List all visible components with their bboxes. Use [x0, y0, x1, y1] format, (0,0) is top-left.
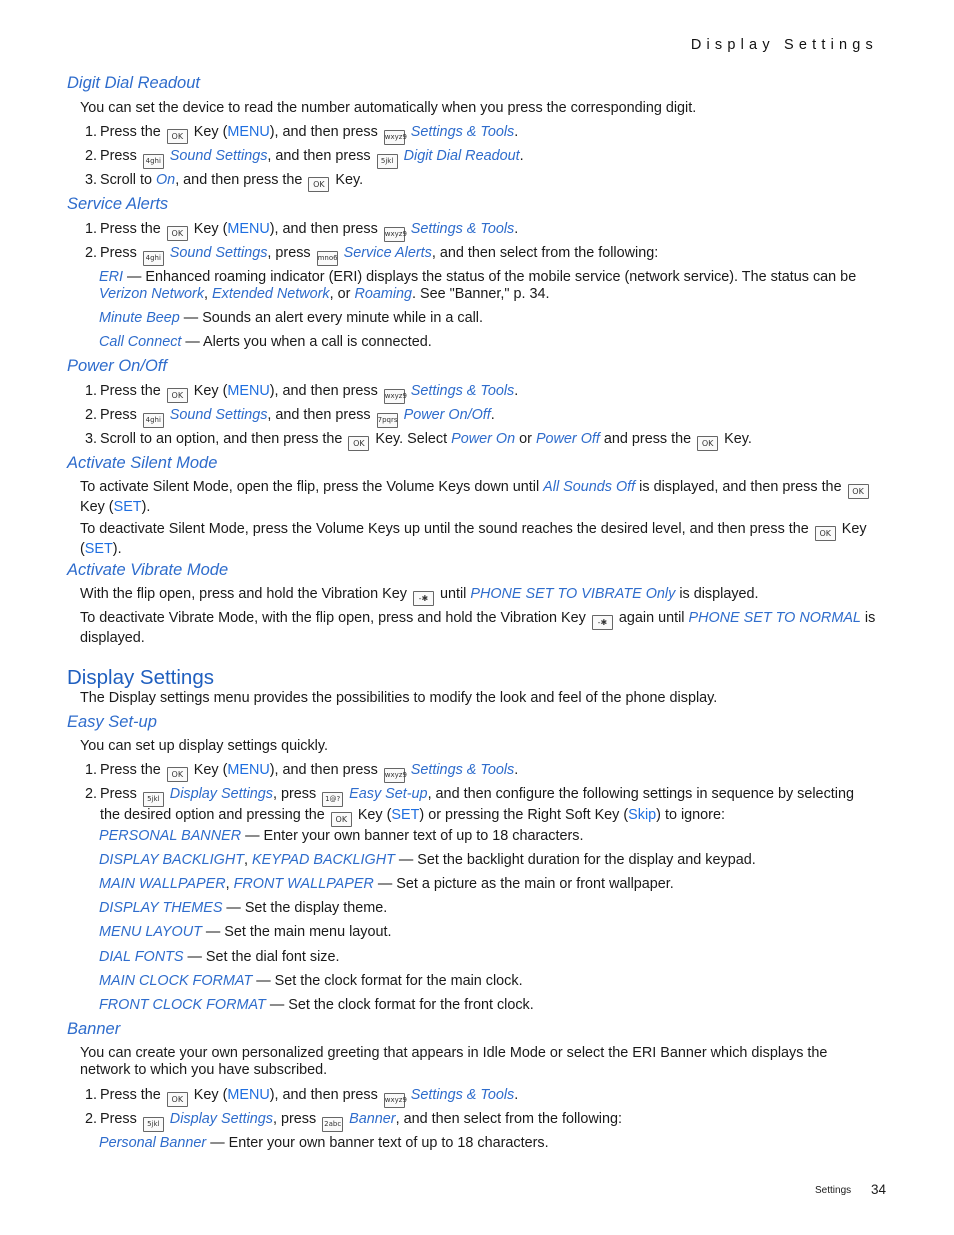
ok-key-icon: OK: [308, 177, 329, 192]
settings-tools-link[interactable]: Settings & Tools: [410, 124, 515, 140]
ok-key-icon: OK: [815, 526, 836, 541]
easy-step-2: 2. Press 5jkl Display Settings, press 1@? Easy Set-up, and then configure the following settings in sequence by selecting the desired option and pressing the OK Key (SET) or pressing the Right Soft Key (Skip) to ignore:: [85, 786, 880, 827]
call-connect-link[interactable]: Call Connect: [99, 334, 182, 350]
key-5-icon: 5jkl: [377, 154, 398, 169]
easy-option: FRONT CLOCK FORMAT — Set the clock format for the front clock.: [99, 997, 534, 1013]
sound-settings-link[interactable]: Sound Settings: [169, 245, 268, 261]
option-eri: ERI — Enhanced roaming indicator (ERI) displays the status of the mobile service (network service). The status can be Verizon Network, Extended Network, or Roaming. See "Banner," p. 34.: [99, 269, 857, 302]
key-9-icon: wxyz9: [384, 1093, 405, 1108]
ok-key-icon: OK: [848, 484, 869, 499]
key-6-icon: mno6: [317, 251, 338, 266]
service-alerts-link[interactable]: Service Alerts: [343, 245, 432, 261]
set-link[interactable]: SET: [113, 499, 142, 515]
vibration-key-icon: -✱: [592, 615, 613, 630]
easy-option: DISPLAY THEMES — Set the display theme.: [99, 900, 388, 916]
vibration-key-icon: -✱: [413, 591, 434, 606]
digit-dial-intro: You can set the device to read the number automatically when you press the corresponding digit.: [80, 100, 697, 116]
ok-key-icon: OK: [697, 436, 718, 451]
service-alerts-step-2: 2. Press 4ghi Sound Settings, press mno6 Service Alerts, and then select from the following:: [85, 245, 880, 266]
key-1-icon: 1@?: [322, 792, 343, 807]
heading-digit-dial-readout: Digit Dial Readout: [67, 74, 200, 92]
option-name-link[interactable]: KEYPAD BACKLIGHT: [252, 852, 395, 868]
power-step-3: 3. Scroll to an option, and then press the OK Key. Select Power On or Power Off and press the OK Key.: [85, 431, 880, 451]
settings-tools-link[interactable]: Settings & Tools: [410, 762, 515, 778]
ok-key-icon: OK: [167, 226, 188, 241]
key-4-icon: 4ghi: [143, 154, 164, 169]
easy-option: MENU LAYOUT — Set the main menu layout.: [99, 924, 392, 940]
power-step-1: 1. Press the OK Key (MENU), and then press wxyz9 Settings & Tools.: [85, 383, 880, 404]
menu-link[interactable]: MENU: [227, 221, 270, 237]
extended-network-link[interactable]: Extended Network: [212, 286, 330, 302]
digit-dial-step-2: 2. Press 4ghi Sound Settings, and then press 5jkl Digit Dial Readout.: [85, 148, 880, 169]
easy-option: PERSONAL BANNER — Enter your own banner text of up to 18 characters.: [99, 828, 584, 844]
sound-settings-link[interactable]: Sound Settings: [169, 148, 268, 164]
option-name-link[interactable]: DIAL FONTS: [99, 949, 184, 965]
settings-tools-link[interactable]: Settings & Tools: [410, 383, 515, 399]
key-9-icon: wxyz9: [384, 389, 405, 404]
easy-set-up-link[interactable]: Easy Set-up: [349, 786, 428, 802]
silent-para-2: To deactivate Silent Mode, press the Volume Keys up until the sound reaches the desired level, and then press the OK Key (SET).: [80, 521, 867, 557]
easy-option: DIAL FONTS — Set the dial font size.: [99, 949, 340, 965]
display-settings-link[interactable]: Display Settings: [169, 786, 273, 802]
phone-set-to-normal-link[interactable]: PHONE SET TO NORMAL: [688, 610, 861, 626]
verizon-network-link[interactable]: Verizon Network: [99, 286, 205, 302]
key-5-icon: 5jkl: [143, 792, 164, 807]
skip-link[interactable]: Skip: [628, 807, 657, 823]
option-name-link[interactable]: FRONT WALLPAPER: [233, 876, 374, 892]
menu-link[interactable]: MENU: [227, 1087, 270, 1103]
heading-easy-set-up: Easy Set-up: [67, 713, 157, 731]
power-step-2: 2. Press 4ghi Sound Settings, and then press 7pqrs Power On/Off.: [85, 407, 880, 428]
banner-link[interactable]: Banner: [349, 1111, 396, 1127]
key-4-icon: 4ghi: [143, 251, 164, 266]
all-sounds-off-link[interactable]: All Sounds Off: [543, 479, 636, 495]
easy-option: MAIN WALLPAPER, FRONT WALLPAPER — Set a picture as the main or front wallpaper.: [99, 876, 674, 892]
key-4-icon: 4ghi: [143, 413, 164, 428]
key-9-icon: wxyz9: [384, 768, 405, 783]
menu-link[interactable]: MENU: [227, 383, 270, 399]
ok-key-icon: OK: [167, 388, 188, 403]
banner-step-2: 2. Press 5jkl Display Settings, press 2abc Banner, and then select from the following:: [85, 1111, 880, 1132]
easy-intro: You can set up display settings quickly.: [80, 738, 328, 754]
silent-para-1: To activate Silent Mode, open the flip, press the Volume Keys down until All Sounds Off is displayed, and then press the OK Key (SET).: [80, 479, 880, 516]
display-settings-link[interactable]: Display Settings: [169, 1111, 273, 1127]
roaming-link[interactable]: Roaming: [354, 286, 413, 302]
digit-dial-step-1: 1. Press the OK Key (MENU), and then press wxyz9 Settings & Tools.: [85, 124, 880, 145]
phone-set-to-vibrate-link[interactable]: PHONE SET TO VIBRATE Only: [470, 586, 676, 602]
settings-tools-link[interactable]: Settings & Tools: [410, 1087, 515, 1103]
easy-option: MAIN CLOCK FORMAT — Set the clock format for the main clock.: [99, 973, 523, 989]
ok-key-icon: OK: [167, 129, 188, 144]
service-alerts-step-1: 1. Press the OK Key (MENU), and then press wxyz9 Settings & Tools.: [85, 221, 880, 242]
option-name-link[interactable]: MAIN WALLPAPER: [99, 876, 226, 892]
option-name-link[interactable]: MENU LAYOUT: [99, 924, 202, 940]
option-name-link[interactable]: FRONT CLOCK FORMAT: [99, 997, 266, 1013]
digit-dial-readout-link[interactable]: Digit Dial Readout: [403, 148, 520, 164]
easy-step-1: 1. Press the OK Key (MENU), and then press wxyz9 Settings & Tools.: [85, 762, 880, 783]
banner-step-1: 1. Press the OK Key (MENU), and then press wxyz9 Settings & Tools.: [85, 1087, 880, 1108]
ok-key-icon: OK: [331, 812, 352, 827]
ok-key-icon: OK: [167, 1092, 188, 1107]
key-9-icon: wxyz9: [384, 227, 405, 242]
vibrate-para-2: To deactivate Vibrate Mode, with the flip open, press and hold the Vibration Key -✱ again until PHONE SET TO NORMAL is displayed.: [80, 610, 876, 646]
heading-power-on-off: Power On/Off: [67, 357, 167, 375]
option-call-connect: Call Connect — Alerts you when a call is connected.: [99, 334, 432, 350]
digit-dial-step-3: 3. Scroll to On, and then press the OK Key.: [85, 172, 880, 192]
settings-tools-link[interactable]: Settings & Tools: [410, 221, 515, 237]
heading-service-alerts: Service Alerts: [67, 195, 169, 213]
key-9-icon: wxyz9: [384, 130, 405, 145]
heading-banner: Banner: [67, 1020, 121, 1038]
key-2-icon: 2abc: [322, 1117, 343, 1132]
easy-option: DISPLAY BACKLIGHT, KEYPAD BACKLIGHT — Set the backlight duration for the display and keypad.: [99, 852, 756, 868]
key-5-icon: 5jkl: [143, 1117, 164, 1132]
vibrate-para-1: With the flip open, press and hold the Vibration Key -✱ until PHONE SET TO VIBRATE Only is displayed.: [80, 586, 880, 606]
option-personal-banner: Personal Banner — Enter your own banner text of up to 18 characters.: [99, 1135, 549, 1151]
option-name-link[interactable]: DISPLAY THEMES: [99, 900, 223, 916]
on-option-link[interactable]: On: [155, 172, 176, 188]
minute-beep-link[interactable]: Minute Beep: [99, 310, 180, 326]
page-number: 34: [871, 1182, 887, 1197]
set-link[interactable]: SET: [84, 541, 113, 557]
ok-key-icon: OK: [348, 436, 369, 451]
banner-intro: You can create your own personalized greeting that appears in Idle Mode or select the ERI Banner which displays the network to which you have subscribed.: [80, 1045, 828, 1078]
eri-link[interactable]: ERI: [99, 269, 123, 285]
heading-activate-silent-mode: Activate Silent Mode: [67, 454, 218, 472]
option-name-link[interactable]: DISPLAY BACKLIGHT: [99, 852, 245, 868]
power-off-link[interactable]: Power Off: [535, 431, 600, 447]
personal-banner-link[interactable]: Personal Banner: [99, 1135, 207, 1151]
option-name-link[interactable]: MAIN CLOCK FORMAT: [99, 973, 253, 989]
footer-section: Settings: [815, 1185, 852, 1196]
section-title-display-settings: Display Settings: [67, 666, 214, 689]
set-link[interactable]: SET: [391, 807, 420, 823]
heading-activate-vibrate-mode: Activate Vibrate Mode: [67, 561, 229, 579]
running-header: Display Settings: [690, 37, 878, 53]
sound-settings-link[interactable]: Sound Settings: [169, 407, 268, 423]
option-minute-beep: Minute Beep — Sounds an alert every minute while in a call.: [99, 310, 483, 326]
power-on-off-link[interactable]: Power On/Off: [403, 407, 491, 423]
key-7-icon: 7pqrs: [377, 413, 398, 428]
option-name-link[interactable]: PERSONAL BANNER: [99, 828, 242, 844]
menu-link[interactable]: MENU: [227, 762, 270, 778]
ok-key-icon: OK: [167, 767, 188, 782]
display-intro: The Display settings menu provides the possibilities to modify the look and feel of the phone display.: [80, 690, 718, 706]
menu-link[interactable]: MENU: [227, 124, 270, 140]
power-on-link[interactable]: Power On: [451, 431, 516, 447]
